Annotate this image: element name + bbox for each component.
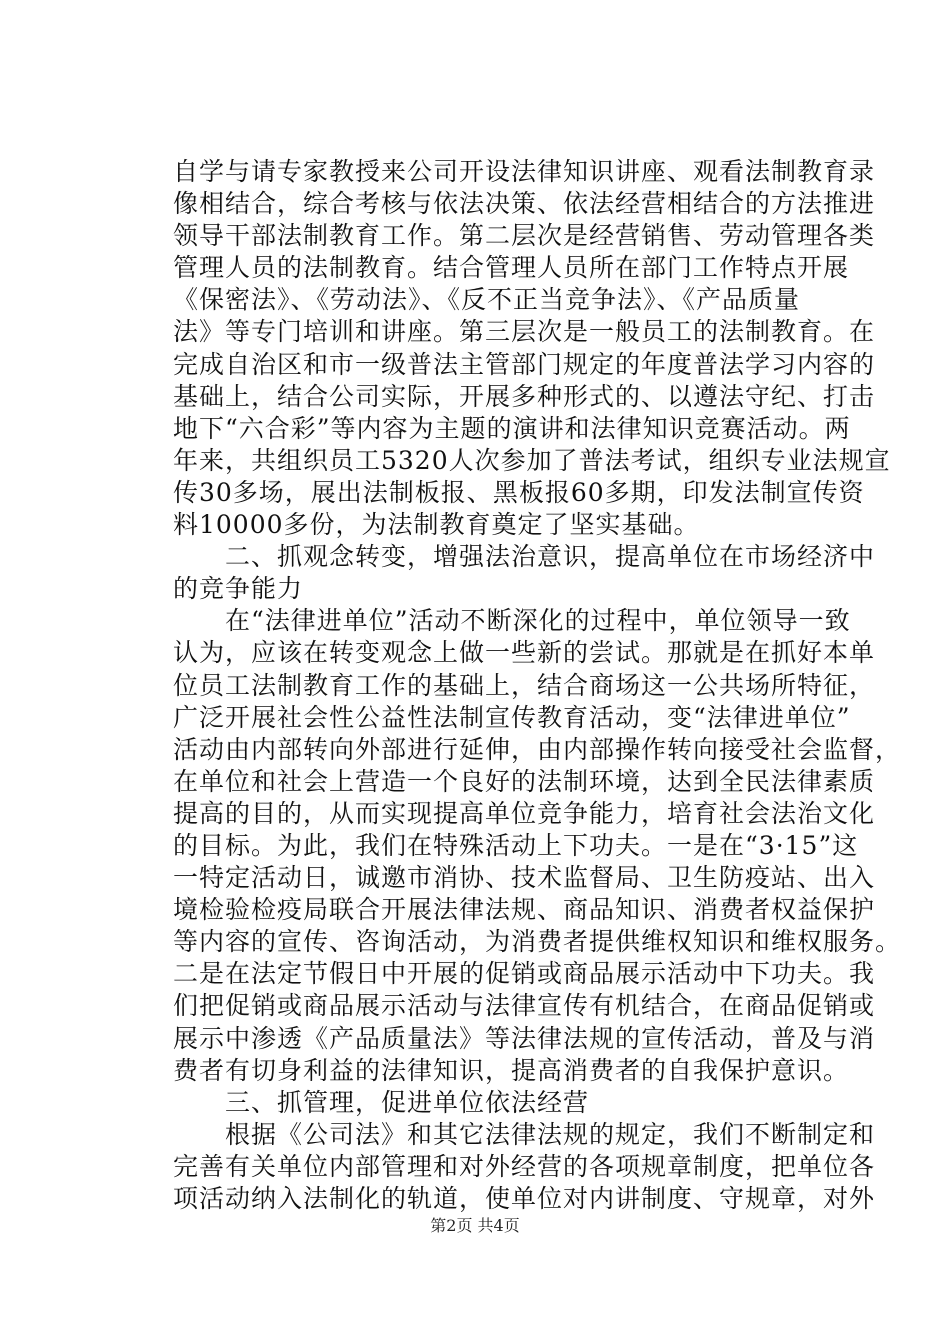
text-line: 完成自治区和市一级普法主管部门规定的年度普法学习内容的 (173, 349, 876, 379)
text-line: 法》等专门培训和讲座。第三层次是一般员工的法制教育。在 (173, 317, 876, 347)
text-line: 一特定活动日，诚邀市消协、技术监督局、卫生防疫站、出入 (173, 863, 876, 893)
text-line: 根据《公司法》和其它法律法规的规定，我们不断制定和 (173, 1119, 876, 1149)
text-line: 领导干部法制教育工作。第二层次是经营销售、劳动管理各类 (173, 221, 876, 251)
section-heading-2: 二、抓观念转变，增强法治意识，提高单位在市场经济中 (173, 542, 876, 572)
text-line: 提高的目的，从而实现提高单位竞争能力，培育社会法治文化 (173, 798, 876, 828)
section-heading-2-cont: 的竞争能力 (173, 574, 304, 604)
text-line: 地下“六合彩”等内容为主题的演讲和法律知识竞赛活动。两 (173, 413, 851, 443)
text-line: 管理人员的法制教育。结合管理人员所在部门工作特点开展 (173, 253, 850, 283)
text-line: 等内容的宣传、咨询活动，为消费者提供维权知识和维权服务。 (173, 927, 902, 957)
text-line: 像相结合，综合考核与依法决策、依法经营相结合的方法推进 (173, 189, 876, 219)
text-line: 自学与请专家教授来公司开设法律知识讲座、观看法制教育录 (173, 157, 876, 186)
text-line: 的目标。为此，我们在特殊活动上下功夫。一是在“3·15”这 (173, 830, 859, 860)
section-heading-3: 三、抓管理，促进单位依法经营 (173, 1087, 590, 1117)
text-line: 费者有切身利益的法律知识，提高消费者的自我保护意识。 (173, 1055, 850, 1085)
text-line: 境检验检疫局联合开展法律法规、商品知识、消费者权益保护 (173, 895, 876, 925)
text-line: 传30多场，展出法制板报、黑板报60多期，印发法制宣传资 (173, 477, 865, 507)
text-line: 《保密法》、《劳动法》、《反不正当竞争法》、《产品质量 (173, 285, 801, 315)
text-line: 活动由内部转向外部进行延伸，由内部操作转向接受社会监督， (173, 734, 902, 764)
text-line: 在“法律进单位”活动不断深化的过程中，单位领导一致 (173, 606, 851, 636)
text-line: 二是在法定节假日中开展的促销或商品展示活动中下功夫。我 (173, 959, 876, 989)
text-line: 认为，应该在转变观念上做一些新的尝试。那就是在抓好本单 (173, 638, 876, 668)
text-line: 完善有关单位内部管理和对外经营的各项规章制度，把单位各 (173, 1151, 876, 1181)
text-line: 在单位和社会上营造一个良好的法制环境，达到全民法律素质 (173, 766, 876, 796)
text-line: 广泛开展社会性公益性法制宣传教育活动，变“法律进单位” (173, 702, 851, 732)
text-line: 基础上，结合公司实际，开展多种形式的、以遵法守纪、打击 (173, 381, 876, 411)
body-text (173, 156, 902, 1215)
text-line: 们把促销或商品展示活动与法律宣传有机结合，在商品促销或 (173, 991, 876, 1021)
text-line: 展示中渗透《产品质量法》等法律法规的宣传活动，普及与消 (173, 1023, 876, 1053)
text-line: 位员工法制教育工作的基础上，结合商场这一公共场所特征， (173, 670, 876, 700)
text-line: 项活动纳入法制化的轨道，使单位对内讲制度、守规章，对外 (173, 1184, 876, 1213)
text-line: 年来，共组织员工5320人次参加了普法考试，组织专业法规宣 (173, 445, 891, 475)
page-footer: 第2页 共4页 (430, 1216, 520, 1235)
text-line: 料10000多份，为法制教育奠定了坚实基础。 (173, 510, 700, 540)
